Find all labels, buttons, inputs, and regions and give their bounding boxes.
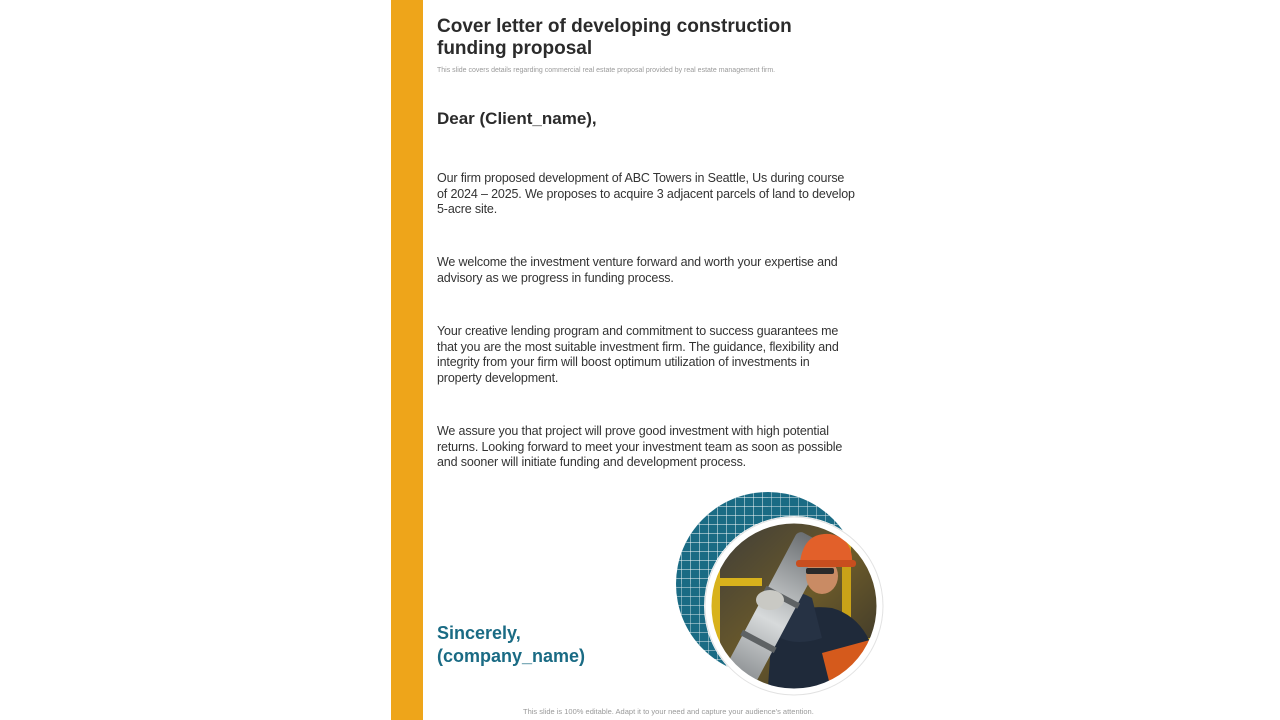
document-page [391,0,889,720]
letter-paragraph: We welcome the investment venture forward and worth your expertise and advisory as we progress in funding process. [437,255,838,285]
letter-closing [437,622,585,668]
closing-company-name: (company_name) [437,646,586,666]
footer-note: This slide is 100% editable. Adapt it to your need and capture your audience's attention. [523,707,814,716]
accent-side-bar [391,0,423,720]
page-subtitle: This slide covers details regarding commercial real estate proposal provided by real estate management firm. [437,67,776,74]
page-title: Cover letter of developing construction funding proposal [437,16,792,59]
letter-paragraph: Your creative lending program and commitment to success guarantees me that you are the most suitable investment firm. The guidance, flexibility and integrity from your firm will boost optimum utilization of investments in property development. [437,324,839,385]
closing-salutation: Sincerely, [437,623,521,643]
letter-paragraph: Our firm proposed development of ABC Towers in Seattle, Us during course of 2024 – 2025. We proposes to acquire 3 adjacent parcels of land to develop 5-acre site. [437,171,855,216]
letter-paragraph: We assure you that project will prove good investment with high potential returns. Looking forward to meet your investment team as soon as possible and sooner will initiate funding and development process. [437,424,843,469]
letter-greeting: Dear (Client_name), [437,109,597,128]
worker-photo-graphic [672,488,892,702]
